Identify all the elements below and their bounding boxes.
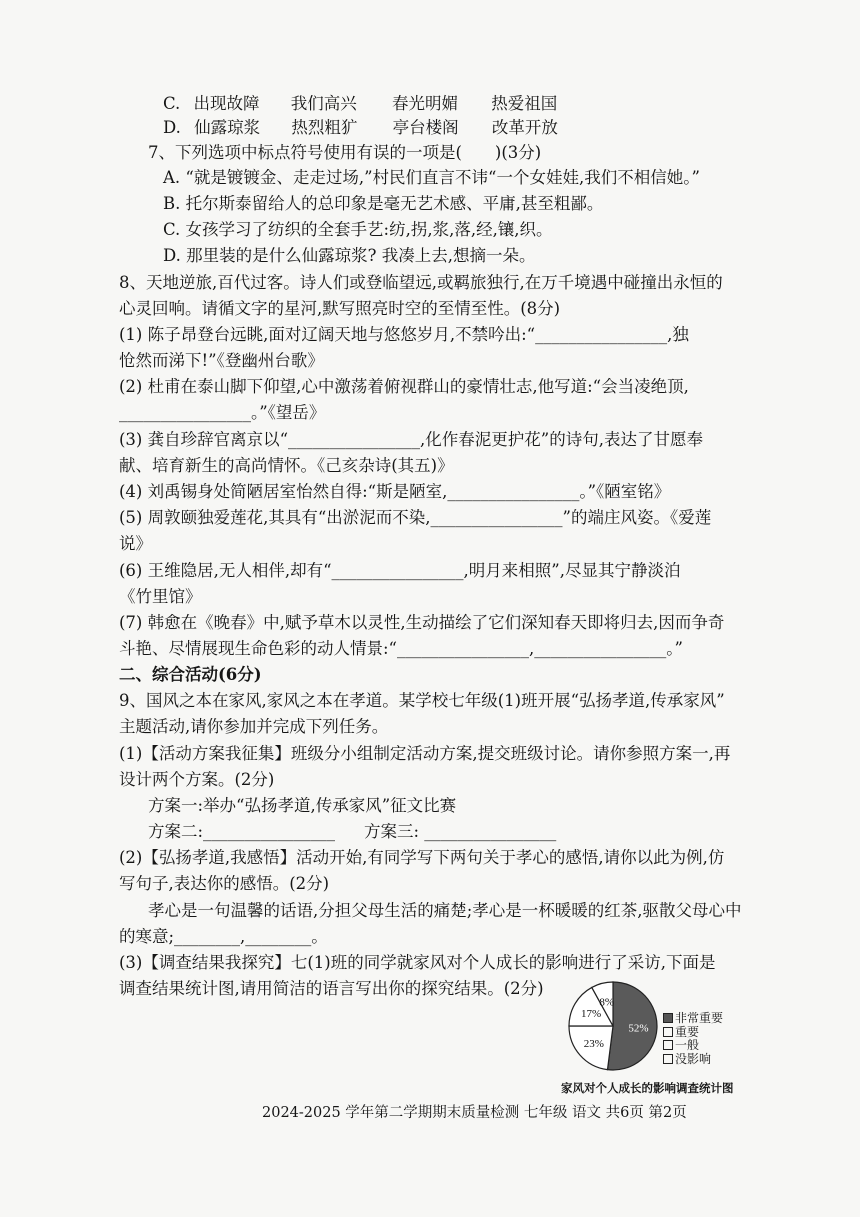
q8-part7-line2: 斗艳、尽情展现生命色彩的动人情景:“________________,________________。” — [119, 639, 683, 658]
q9-plan1: 方案一:举办“弘扬孝道,传承家风”征文比赛 — [148, 796, 457, 815]
q8-part2-line2: ________________。”《望岳》 — [119, 403, 326, 422]
page-footer: 2024-2025 学年第二学期期末质量检测 七年级 语文 共6页 第2页 — [262, 1105, 687, 1121]
q7-option-a: A. “就是镀镀金、走走过场,”村民们直言不讳“一个女娃娃,我们不相信她。” — [163, 168, 700, 187]
chart-legend — [663, 1012, 723, 1066]
q8-part1-line2: 怆然而涕下!”《登幽州台歌》 — [119, 351, 324, 370]
legend-label: 重要 — [675, 1024, 700, 1039]
legend-item — [663, 1053, 723, 1067]
legend-swatch — [663, 1027, 673, 1037]
legend-label: 一般 — [675, 1038, 700, 1052]
q7-option-d: D. 那里装的是什么仙露琼浆? 我凑上去,想摘一朵。 — [163, 246, 536, 265]
pie-label-3: 8% — [599, 996, 614, 1009]
q8-stem-line2: 心灵回响。请循文字的星河,默写照亮时空的至情至性。(8分) — [119, 299, 561, 318]
q9-stem-line2: 主题活动,请你参加并完成下列任务。 — [119, 717, 389, 736]
q7-option-b: B. 托尔斯泰留给人的总印象是毫无艺术感、平庸,甚至粗鄙。 — [163, 194, 604, 213]
q8-part6-line2: 《竹里馆》 — [119, 587, 202, 606]
option-word: 仙露琼浆 — [194, 118, 261, 137]
pie-label-0: 52% — [628, 1022, 649, 1035]
q9-plan2: 方案二:________________ — [148, 822, 336, 841]
chart-title: 家风对个人成长的影响调查统计图 — [561, 1081, 734, 1095]
q9-part3-line2: 调查结果统计图,请用简洁的语言写出你的探究结果。(2分) — [119, 979, 544, 998]
option-word: 亭台楼阁 — [392, 118, 459, 137]
pie-label-2: 17% — [580, 1008, 602, 1021]
option-word: 春光明媚 — [392, 94, 459, 113]
q7-option-c: C. 女孩学习了纺织的全套手艺:纺,拐,浆,落,经,镶,织。 — [163, 220, 553, 239]
q9-part1-line2: 设计两个方案。(2分) — [119, 770, 275, 789]
option-word: 我们高兴 — [290, 94, 357, 113]
q9-part2-example-line1: 孝心是一句温馨的话语,分担父母生活的痛楚;孝心是一杯暖暖的红茶,驱散父母心中 — [148, 901, 742, 920]
option-row-c — [163, 93, 557, 115]
pie-label-1: 23% — [583, 1037, 604, 1050]
q8-part6-line1: (6) 王维隐居,无人相伴,却有“________________,明月来相照”,尽显其宁静淡泊 — [119, 561, 681, 580]
q8-part2-line1: (2) 杜甫在泰山脚下仰望,心中激荡着俯视群山的豪情壮志,他写道:“会当凌绝顶, — [119, 377, 689, 396]
legend-item — [663, 1026, 723, 1040]
option-letter: C. — [163, 94, 181, 113]
option-word: 改革开放 — [491, 118, 558, 137]
legend-swatch — [663, 1040, 673, 1050]
legend-label: 非常重要 — [675, 1011, 724, 1025]
option-word: 热爱祖国 — [491, 94, 558, 113]
q9-part1-line1: (1)【活动方案我征集】班级分小组制定活动方案,提交班级讨论。请你参照方案一,再 — [119, 744, 731, 763]
q8-part1-line1: (1) 陈子昂登台远眺,面对辽阔天地与悠悠岁月,不禁吟出:“________________,独 — [119, 325, 689, 344]
q8-part3-line2: 献、培育新生的高尚情怀。《己亥杂诗(其五)》 — [119, 456, 454, 475]
q7-stem: 7、下列选项中标点符号使用有误的一项是( )(3分) — [148, 143, 542, 162]
q9-stem-line1: 9、国风之本在家风,家风之本在孝道。某学校七年级(1)班开展“弘扬孝道,传承家风” — [119, 691, 725, 710]
legend-swatch — [663, 1054, 673, 1064]
section-heading: 二、综合活动(6分) — [119, 665, 262, 684]
legend-item — [663, 1039, 723, 1053]
q8-part7-line1: (7) 韩愈在《晚春》中,赋予草木以灵性,生动描绘了它们深知春天即将归去,因而争奇 — [119, 613, 725, 632]
q8-part4: (4) 刘禹锡身处简陋居室怡然自得:“斯是陋室,________________。”《陋室铭》 — [119, 482, 671, 501]
q8-part3-line1: (3) 龚自珍辞官离京以“________________,化作春泥更护花”的诗句,表达了甘愿奉 — [119, 430, 703, 449]
q9-part2-line1: (2)【弘扬孝道,我感悟】活动开始,有同学写下两句关于孝心的感悟,请你以此为例,仿 — [119, 848, 725, 867]
option-word: 出现故障 — [193, 94, 260, 113]
q8-part5-line1: (5) 周敦颐独爱莲花,其具有“出淤泥而不染,________________”的端庄风姿。《爱莲 — [119, 508, 712, 527]
q9-part2-line2: 写句子,表达你的感悟。(2分) — [119, 874, 330, 893]
q9-plan3: 方案三: ________________ — [364, 822, 557, 841]
q8-part5-line2: 说》 — [119, 534, 152, 553]
option-row-d — [163, 117, 558, 139]
option-word: 热烈粗犷 — [291, 118, 358, 137]
q8-stem-line1: 8、天地逆旅,百代过客。诗人们或登临望远,或羁旅独行,在万千境遇中碰撞出永恒的 — [119, 273, 723, 292]
legend-label: 没影响 — [675, 1051, 712, 1066]
option-letter: D. — [163, 118, 181, 137]
q9-part2-example-line2: 的寒意;________,________。 — [119, 927, 328, 946]
legend-swatch — [663, 1013, 673, 1023]
q9-part3-line1: (3)【调查结果我探究】七(1)班的同学就家风对个人成长的影响进行了采访,下面是 — [119, 953, 716, 972]
legend-item — [663, 1012, 723, 1026]
